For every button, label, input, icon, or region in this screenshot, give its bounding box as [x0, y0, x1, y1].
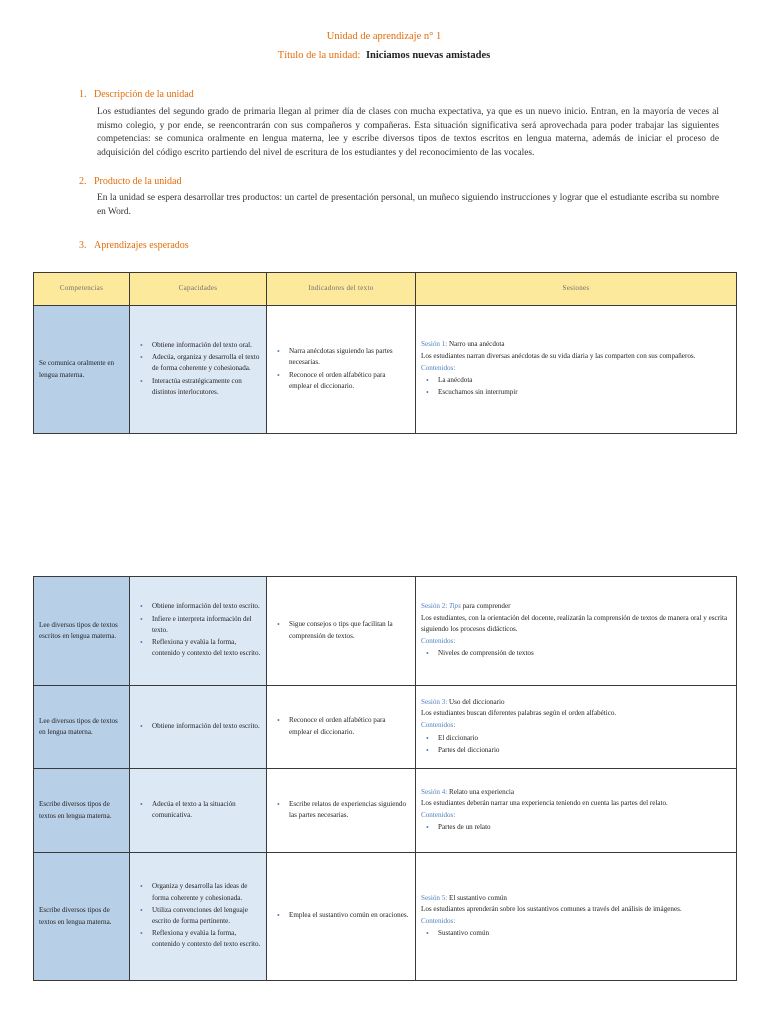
table-row: [34, 853, 737, 981]
indicador-item: • Escribe relatos de experiencias siguiendo las partes necesarias.: [289, 799, 410, 821]
indicadores-cell: [267, 306, 416, 434]
contenidos-label: Contenidos:: [421, 811, 456, 819]
capacidad-item: • Obtiene información del texto escrito.: [152, 721, 261, 732]
indicadores-cell: [267, 769, 416, 853]
capacidad-item: • Organiza y desarrolla las ideas de forma coherente y cohesionada.: [152, 881, 261, 903]
capacidad-item: • Adecúa, organiza y desarrolla el texto de forma coherente y cohesionada.: [152, 352, 261, 374]
competencia-cell: Escribe diversos tipos de textos en lengua materna.: [34, 853, 130, 981]
table-row: [34, 577, 737, 686]
contenido-item: • El diccionario: [438, 733, 731, 744]
sesion-cell: [416, 577, 737, 686]
table-row: [34, 686, 737, 769]
capacidades-cell: [130, 577, 267, 686]
session-label: Sesión 5:: [421, 893, 448, 902]
table-row: [34, 769, 737, 853]
section-heading-text: Aprendizajes esperados: [94, 240, 189, 251]
capacidad-item: • Obtiene información del texto escrito.: [152, 601, 261, 612]
section-heading-producto: [79, 176, 181, 187]
session-description: Los estudiantes narran diversas anécdotas de su vida diaria y las comparten con sus compañeros.: [421, 351, 696, 360]
section-heading-text: Producto de la unidad: [94, 176, 182, 187]
capacidad-item: • Infiere e interpreta información del texto.: [152, 614, 261, 636]
competencia-cell: Escribe diversos tipos de textos en lengua materna.: [34, 769, 130, 853]
indicadores-cell: [267, 577, 416, 686]
section-text-producto: En la unidad se espera desarrollar tres productos: un cartel de presentación personal, un muñeco siguiendo instrucciones y lograr que el estudiante escriba su nombre en Word.: [97, 193, 719, 217]
session-title-emphasis: Tips: [449, 602, 461, 611]
session-title: Relato una experiencia: [449, 787, 514, 796]
indicador-item: • Reconoce el orden alfabético para emplear el diccionario.: [289, 715, 410, 737]
capacidades-cell: [130, 306, 267, 434]
section-number: 3.: [79, 240, 87, 251]
competencia-cell: Lee diversos tipos de textos escritos en lengua materna.: [34, 577, 130, 686]
unit-subtitle: [0, 50, 768, 61]
section-heading-aprendizajes: [79, 240, 189, 251]
capacidad-item: • Obtiene información del texto oral.: [152, 340, 261, 351]
capacidades-cell: [130, 853, 267, 981]
contenido-item: • Partes del diccionario: [438, 745, 731, 756]
contenido-item: • Niveles de comprensión de textos: [438, 648, 731, 659]
competencia-cell: Lee diversos tipos de textos en lengua materna.: [34, 686, 130, 769]
session-title: El sustantivo común: [449, 893, 507, 902]
contenido-item: • Escuchamos sin interrumpir: [438, 387, 731, 398]
section-heading-descripcion: [79, 89, 194, 100]
section-heading-text: Descripción de la unidad: [94, 89, 194, 100]
competencia-cell: Se comunica oralmente en lengua materna.: [34, 306, 130, 434]
section-number: 2.: [79, 176, 87, 187]
session-title: Uso del diccionario: [449, 697, 505, 706]
section-number: 1.: [79, 89, 87, 100]
session-label: Sesión 1:: [421, 340, 448, 349]
learning-table-part-1: [33, 272, 737, 434]
sesion-cell: [416, 306, 737, 434]
session-description: Los estudiantes, con la orientación del docente, realizarán la comprensión de textos de manera oral y escrita siguiendo los procesos didácticos.: [421, 613, 728, 633]
section-text-descripcion: Los estudiantes del segundo grado de primaria llegan al primer día de clases con mucha expectativa, ya que es un nuevo inicio. Entran, en la mayoría de veces al mismo colegio, y por ende, se reencontrarán con sus compañeros y compañeras. Esta situación significativa será aprovechada para poder trabajar las siguientes competencias: se comunica oralmente en lengua materna, lee y escribe diversos tipos de textos escritos en lengua materna, además de iniciar el proceso de adquisición del código escrito partiendo del nivel de escritura de los estudiantes y del reconocimiento de las vocales.: [97, 107, 719, 158]
contenido-item: • Sustantivo común: [438, 928, 731, 939]
contenido-item: • Partes de un relato: [438, 822, 731, 833]
contenidos-label: Contenidos:: [421, 917, 456, 925]
capacidad-item: • Interactúa estratégicamente con distintos interlocutores.: [152, 376, 261, 398]
table-header-row: [34, 273, 737, 306]
unit-subtitle-label: Título de la unidad:: [277, 50, 361, 61]
learning-table-part-2: [33, 576, 737, 981]
capacidades-cell: [130, 686, 267, 769]
session-title: Narro una anécdota: [449, 340, 505, 349]
capacidad-item: • Utiliza convenciones del lenguaje escrito de forma pertinente.: [152, 905, 261, 927]
contenidos-label: Contenidos:: [421, 363, 456, 372]
indicadores-cell: [267, 686, 416, 769]
header-competencias: Competencias: [34, 273, 130, 306]
indicador-item: • Emplea el sustantivo común en oraciones.: [289, 910, 410, 921]
sesion-cell: [416, 686, 737, 769]
session-label: Sesión 4:: [421, 787, 448, 796]
indicadores-cell: [267, 853, 416, 981]
header-indicadores: Indicadores del texto: [267, 273, 416, 306]
contenido-item: • La anécdota: [438, 375, 731, 386]
session-label: Sesión 3:: [421, 697, 448, 706]
indicador-item: • Narra anécdotas siguiendo las partes necesarias.: [289, 346, 410, 368]
capacidad-item: • Reflexiona y evalúa la forma, contenido y contexto del texto escrito.: [152, 928, 261, 950]
capacidad-item: • Adecúa el texto a la situación comunicativa.: [152, 799, 261, 821]
unit-subtitle-value: Iniciamos nuevas amistades: [365, 50, 491, 61]
sesion-cell: [416, 769, 737, 853]
table-row: [34, 306, 737, 434]
session-label: Sesión 2:: [421, 602, 448, 611]
session-description: Los estudiantes aprenderán sobre los sustantivos comunes a través del análisis de imágenes.: [421, 904, 682, 913]
session-title: para comprender: [462, 602, 511, 611]
capacidades-cell: [130, 769, 267, 853]
session-description: Los estudiantes buscan diferentes palabras según el orden alfabético.: [421, 709, 617, 718]
contenidos-label: Contenidos:: [421, 637, 456, 646]
header-capacidades: Capacidades: [130, 273, 267, 306]
indicador-item: • Reconoce el orden alfabético para emplear el diccionario.: [289, 370, 410, 392]
session-description: Los estudiantes deberán narrar una experiencia teniendo en cuenta las partes del relato.: [421, 798, 668, 807]
header-sesiones: Sesiones: [416, 273, 737, 306]
contenidos-label: Contenidos:: [421, 721, 456, 730]
capacidad-item: • Reflexiona y evalúa la forma, contenido y contexto del texto escrito.: [152, 637, 261, 659]
sesion-cell: [416, 853, 737, 981]
unit-title: Unidad de aprendizaje n° 1: [326, 31, 442, 42]
indicador-item: • Sigue consejos o tips que facilitan la comprensión de textos.: [289, 619, 410, 641]
